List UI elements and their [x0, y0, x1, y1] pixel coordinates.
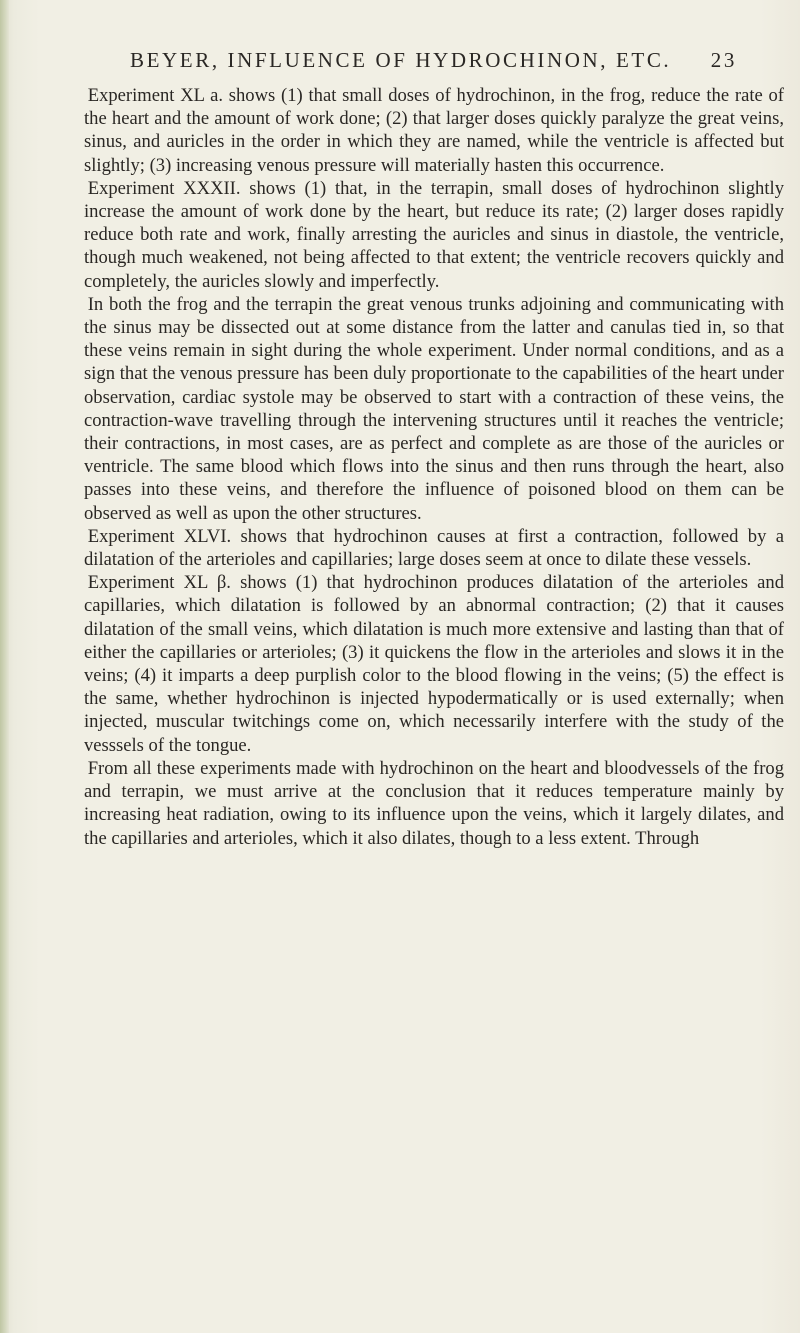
paragraph-experiment-xl-beta: Experiment XL β. shows (1) that hydrochinon produces dilatation of the arterioles and capillaries, which dilatation is followed by an abnormal contraction; (2) that it causes dilatation of the small veins, which dilatation is much more extensive and lasting than that of either the capillaries or arterioles; (3) it quickens the flow in the arterioles and slows it in the veins; (4) it imparts a deep purplish color to the blood flowing in the veins; (5) the effect is the same, whether hydrochinon is injected hypodermatically or is used externally; when injected, muscular twitchings come on, which necessarily interfere with the study of the vesssels of the tongue.: [84, 572, 784, 756]
paragraph-venous-trunks: In both the frog and the terrapin the great venous trunks adjoining and communicating with the sinus may be dissected out at some distance from the latter and canulas tied in, so that these veins remain in sight during the whole experiment. Under normal conditions, and as a sign that the venous pressure has been duly proportionate to the capabilities of the heart under observation, cardiac systole may be observed to start with a contraction of these veins, the contraction-wave travelling through the intervening structures until it reaches the ventricle; their contractions, in most cases, are as perfect and complete as are those of the auricles or ventricle. The same blood which flows into the sinus and then runs through the heart, also passes into these veins, and therefore the influence of poisoned blood on them can be observed as well as upon the other structures.: [84, 293, 784, 524]
paragraph-conclusion: From all these experiments made with hydrochinon on the heart and bloodvessels of the frog and terrapin, we must arrive at the conclusion that it reduces temperature mainly by increasing heat radiation, owing to its influence upon the veins, which it largely dilates, and the capillaries and arterioles, which it also dilates, though to a less extent. Through: [84, 757, 784, 849]
paragraph-experiment-xxxii: Experiment XXXII. shows (1) that, in the terrapin, small doses of hydrochinon slightly increase the amount of work done by the heart, but reduce its rate; (2) larger doses rapidly reduce both rate and work, finally arresting the auricles and sinus in diastole, the ventricle, though much weakened, not being affected to that extent; the ventricle recovers quickly and completely, the auricles slowly and imperfectly.: [84, 177, 784, 292]
page-header: [85, 42, 785, 78]
paragraph-experiment-xlvi: Experiment XLVI. shows that hydrochinon causes at first a contraction, followed by a dilatation of the arterioles and capillaries; large doses seem at once to dilate these vessels.: [84, 525, 784, 571]
body-text: [84, 84, 784, 850]
page-binding-edge: [0, 0, 9, 1333]
page-number: 23: [710, 48, 737, 72]
paragraph-experiment-xl-alpha: Experiment XL a. shows (1) that small doses of hydrochinon, in the frog, reduce the rate of the heart and the amount of work done; (2) that larger doses quickly paralyze the great veins, sinus, and auricles in the order in which they are named, while the ventricle is affected but slightly; (3) increasing venous pressure will materially hasten this occurrence.: [84, 85, 784, 176]
running-head: BEYER, INFLUENCE OF HYDROCHINON, ETC.: [130, 48, 672, 72]
